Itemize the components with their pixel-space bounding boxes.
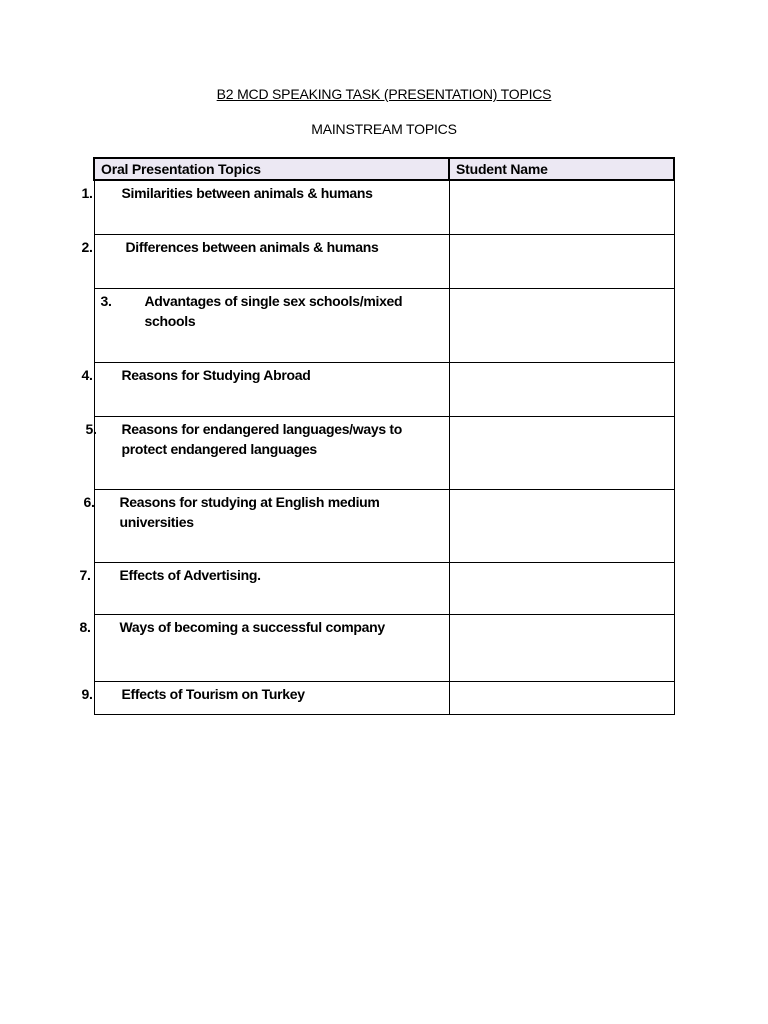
header-student-name: Student Name: [449, 158, 674, 180]
topic-cell: [81, 234, 449, 288]
table-row: [94, 362, 674, 416]
topic-number: 1.: [81, 185, 93, 201]
student-name-cell[interactable]: [449, 234, 674, 288]
table-row: [94, 681, 674, 714]
table-header-row: [94, 158, 674, 180]
student-name-cell[interactable]: [449, 362, 674, 416]
table-row: [94, 416, 674, 489]
topic-text: Similarities between animals & humans: [121, 185, 373, 201]
topics-table: [79, 157, 675, 715]
topic-text: Reasons for studying at English medium universities: [119, 493, 380, 530]
table-row: [94, 614, 674, 681]
topic-cell: [83, 489, 449, 562]
topic-cell: [79, 562, 449, 614]
table-row: [94, 234, 674, 288]
document-subtitle: MAINSTREAM TOPICS: [311, 121, 457, 137]
topic-cell: [81, 362, 449, 416]
header-topics: Oral Presentation Topics: [94, 158, 449, 180]
student-name-cell[interactable]: [449, 681, 674, 714]
topic-cell: [79, 614, 449, 681]
topic-number: 9.: [81, 685, 93, 702]
topic-text: Differences between animals & humans: [125, 238, 379, 255]
topic-text: Effects of Advertising.: [119, 566, 261, 583]
topic-number: 2.: [81, 238, 93, 255]
topic-text: Advantages of single sex schools/mixed schools: [144, 292, 403, 329]
topic-text: Effects of Tourism on Turkey: [121, 685, 305, 702]
student-name-cell[interactable]: [449, 614, 674, 681]
table-row: [94, 489, 674, 562]
topic-text: Ways of becoming a successful company: [119, 618, 385, 635]
document-title: B2 MCD SPEAKING TASK (PRESENTATION) TOPICS: [216, 86, 552, 102]
topic-number: 4.: [81, 366, 93, 383]
student-name-cell[interactable]: [449, 489, 674, 562]
topic-cell: [94, 288, 449, 362]
table-row: [94, 180, 674, 234]
topic-number: 3.: [100, 292, 112, 309]
table-row: [94, 562, 674, 614]
topic-text: Reasons for Studying Abroad: [121, 366, 311, 383]
topic-cell: [81, 180, 449, 234]
topic-number: 7.: [79, 566, 91, 583]
student-name-cell[interactable]: [449, 562, 674, 614]
table-row: [94, 288, 674, 362]
topic-number: 5.: [85, 420, 97, 437]
topic-number: 6.: [83, 493, 95, 510]
topic-number: 8.: [79, 618, 91, 635]
topic-cell: [81, 681, 449, 714]
student-name-cell[interactable]: [449, 416, 674, 489]
student-name-cell[interactable]: [449, 180, 674, 234]
topic-text: Reasons for endangered languages/ways to protect endangered languages: [121, 420, 403, 457]
student-name-cell[interactable]: [449, 288, 674, 362]
topic-cell: [85, 416, 449, 489]
